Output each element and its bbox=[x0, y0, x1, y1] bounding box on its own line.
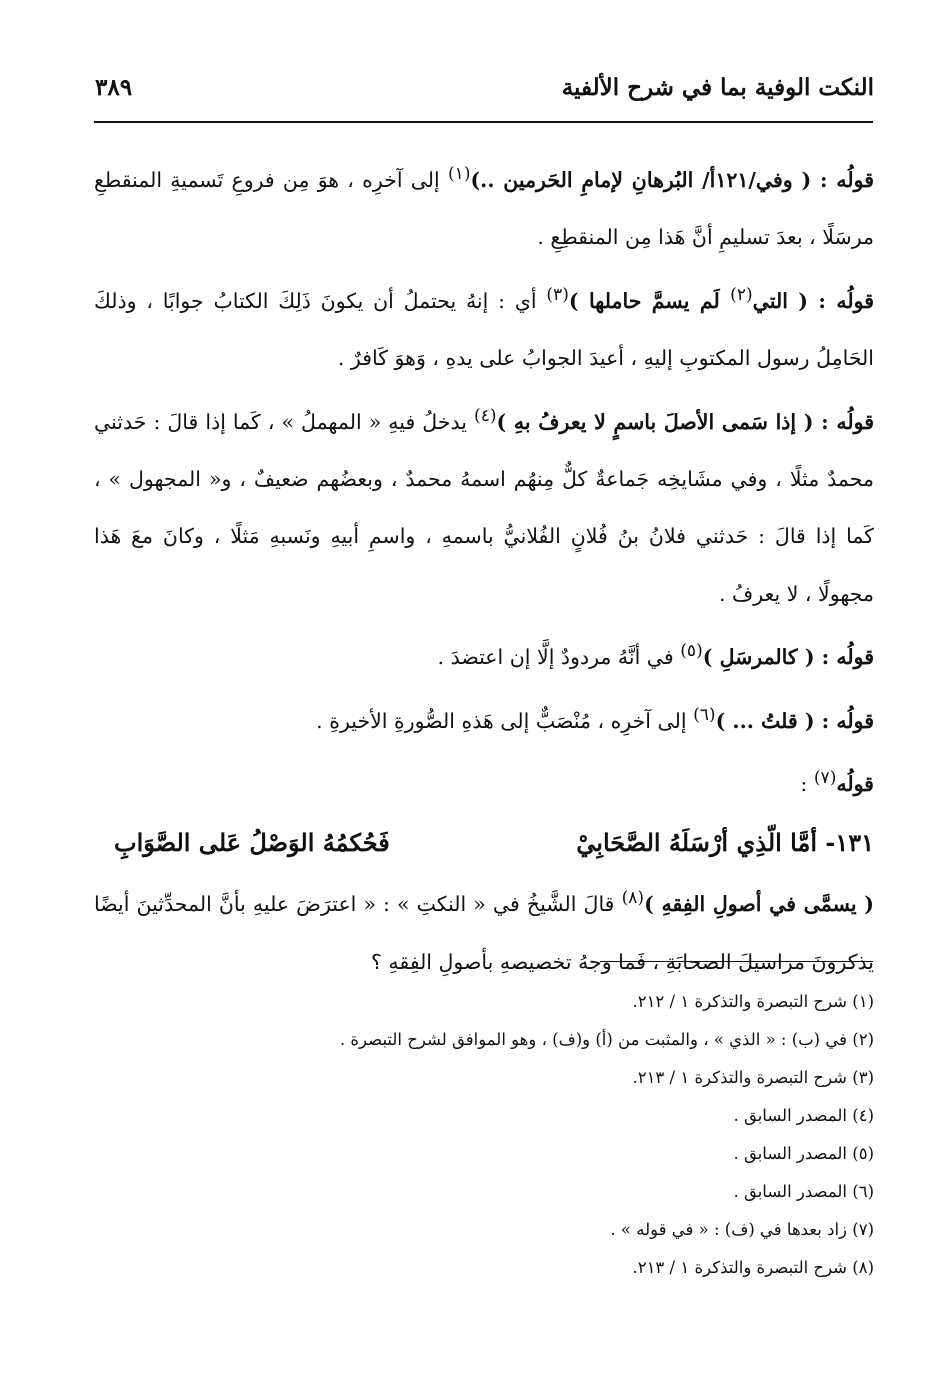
paragraph-3-quote: ( إذا سَمى الأصلَ باسمٍ لا يعرفُ بهِ ) bbox=[496, 409, 814, 434]
paragraph-2-quote-a: ( التي bbox=[752, 288, 808, 313]
paragraph-5 bbox=[94, 687, 874, 750]
header-divider bbox=[94, 121, 873, 123]
paragraph-6 bbox=[94, 750, 874, 813]
paragraph-3-lead: قولُه : bbox=[813, 409, 875, 434]
verse-first-hemistich: ١٣١- أمَّا الّذِي أرْسَلَهُ الصَّحَابِيْ bbox=[576, 828, 874, 858]
page-number: ٣٨٩ bbox=[95, 74, 133, 101]
paragraph-4-lead: قولُه : bbox=[814, 645, 874, 670]
footnotes bbox=[94, 983, 874, 1287]
verse-131 bbox=[94, 815, 874, 870]
footnote-7: (٧) زاد بعدها في (ف) : « في قوله » . bbox=[610, 1220, 874, 1239]
footnote-ref-4: (٤) bbox=[474, 405, 497, 426]
paragraph-4-quote: ( كالمرسَلِ ) bbox=[702, 645, 815, 670]
footnote-1: (١) شرح التبصرة والتذكرة ١ / ٢١٢. bbox=[632, 992, 874, 1011]
footnote-ref-2: (٢) bbox=[730, 284, 753, 305]
paragraph-4-text: في أنَّهُ مردودٌ إلَّا إن اعتضدَ . bbox=[437, 645, 681, 670]
paragraph-7-text: قالَ الشَّيخُ في « النكتِ » : « اعترَضَ عليهِ بأنَّ المحدِّثينَ أيضًا يذكرونَ مراسيلَ الصحابَةِ ، فَما وجهُ تخصيصهِ بأصولِ الفِقهِ ؟ bbox=[94, 892, 874, 974]
paragraph-1-quote: ( وفي/١٢١أ/ البُرهانِ لإمامِ الحَرمين ..) bbox=[470, 167, 812, 192]
footnote-ref-5: (٥) bbox=[680, 641, 703, 662]
paragraph-2-lead: قولُه : bbox=[808, 288, 875, 313]
footnote-ref-6: (٦) bbox=[693, 704, 716, 725]
paragraph-2-text: أي : إنهُ يحتملُ أن يكونَ ذَلِكَ الكتابُ جوابًا ، وذلكَ الحَامِلُ رسول المكتوبِ إليهِ ، أعيدَ الجوابُ على يدهِ ، وَهوَ كَافرٌ . bbox=[94, 288, 874, 371]
paragraph-1-text: إلى آخرِه ، هوَ مِن فروعِ تَسميةِ المنقطعِ مرسَلًا ، بعدَ تسليمِ أنَّ هَذا مِن المنقطِعِ . bbox=[94, 167, 874, 250]
footnote-ref-7: (٧) bbox=[813, 768, 837, 789]
paragraph-6-text: : bbox=[800, 771, 814, 796]
footnote-8: (٨) شرح التبصرة والتذكرة ١ / ٢١٣. bbox=[632, 1258, 874, 1277]
footnote-divider bbox=[600, 961, 873, 962]
footnote-ref-3: (٣) bbox=[546, 284, 569, 305]
footnote-3: (٣) شرح التبصرة والتذكرة ١ / ٢١٣. bbox=[632, 1068, 874, 1087]
verse-second-hemistich: فَحُكمُهُ الوَصْلُ عَلى الصَّوَابِ bbox=[114, 828, 390, 858]
paragraph-3 bbox=[94, 388, 874, 624]
paragraph-5-lead: قولُه : bbox=[814, 708, 874, 733]
paragraph-3-text: يدخلُ فيهِ « المهملُ » ، كَما إذا قالَ : حَدثني محمدٌ مثلًا ، وفي مشَايخِه جَماعةٌ كلٌّ مِنهُم اسمهُ محمدٌ ، وبعضُهم ضعيفٌ ، و« المجهول » ، كَما إذا قالَ : حَدثني فلانُ بنُ فُلانٍ الفُلانيُّ باسمهِ ، واسمِ أبيهِ ونَسبهِ مَثلًا ، وكانَ معَ هَذا مجهولًا ، لا يعرفُ . bbox=[94, 409, 874, 606]
paragraph-2 bbox=[94, 267, 874, 388]
paragraph-5-text: إلى آخرِه ، مُنْصَبٌّ إلى هَذهِ الصُّورةِ الأخيرةِ . bbox=[316, 708, 694, 733]
paragraph-1-lead: قولُه : bbox=[811, 167, 874, 192]
footnote-ref-1: (١) bbox=[447, 164, 471, 184]
paragraph-5-quote: ( قلتُ ... ) bbox=[715, 708, 815, 733]
paragraph-6-lead: قولُه bbox=[836, 771, 874, 796]
running-header-title: النكت الوفية بما في شرح الألفية bbox=[561, 74, 874, 101]
footnote-2: (٢) في (ب) : « الذي » ، والمثبت من (أ) و(ف) ، وهو الموافق لشرح التبصرة . bbox=[339, 1030, 874, 1049]
main-text bbox=[94, 146, 874, 991]
paragraph-1 bbox=[94, 146, 874, 267]
footnote-5: (٥) المصدر السابق . bbox=[733, 1144, 874, 1163]
footnote-6: (٦) المصدر السابق . bbox=[733, 1182, 874, 1201]
paragraph-2-quote-b: لَم يسمَّ حاملها ) bbox=[568, 288, 731, 313]
paragraph-4 bbox=[94, 623, 874, 686]
footnote-4: (٤) المصدر السابق . bbox=[733, 1106, 874, 1125]
footnote-ref-8: (٨) bbox=[621, 888, 645, 909]
paragraph-7-quote: ( يسمَّى في أصولِ الفِقهِ ) bbox=[644, 892, 874, 917]
paragraph-7 bbox=[94, 870, 874, 991]
